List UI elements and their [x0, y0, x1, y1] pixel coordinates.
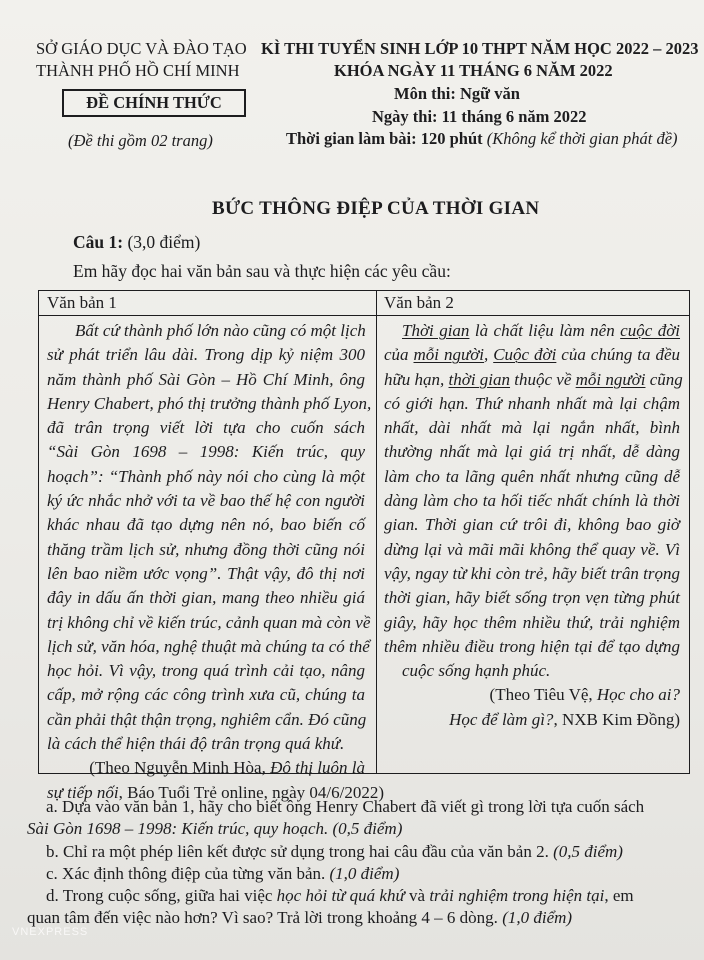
exam-duration-note: (Không kể thời gian phát đề) [486, 129, 678, 148]
text2-line [384, 319, 680, 343]
text2-line: cuộc sống hạnh phúc. [402, 661, 551, 681]
text1-line: là cách thể hiện thái độ trân trọng quá khứ. [47, 734, 345, 754]
question-b-text: b. Chỉ ra một phép liên kết được sử dụng trong hai câu đầu của văn bản 2. [46, 842, 549, 861]
underlined-phrase: mỗi người [413, 345, 485, 365]
city-name: THÀNH PHỐ HỒ CHÍ MINH [36, 61, 240, 80]
text1-line: Henry Chabert, phó thị trưởng thành phố Lyon, [47, 393, 372, 413]
exam-duration: Thời gian làm bài: 120 phút [286, 129, 483, 148]
question-a-line1: a. Dựa vào văn bản 1, hãy cho biết ông Henry Chabert đã viết gì trong lời tựa cuốn sách [46, 797, 645, 816]
underlined-phrase: Thời gian [402, 321, 470, 340]
text1-line: đã trân trọng viết lời tựa cho cuốn sách [47, 418, 365, 438]
question-a-line2 [27, 817, 402, 840]
reading-texts-table [38, 290, 690, 802]
text2-line: vậy, ngay từ khi còn trẻ, hãy biết trân trọng [384, 563, 680, 583]
question-a-booktitle: Sài Gòn 1698 – 1998: Kiến trúc, quy hoạch. [27, 819, 329, 838]
text2-line: thời gian, hãy biết sống trọn vẹn từng phút [384, 588, 680, 608]
text1-line: đây in dấu ấn thời gian, mang theo nhiều giá [47, 588, 365, 608]
text2-line: thường nhất mà lại giá trị nhất, dễ dàng [384, 442, 680, 462]
question-d-emphasis: học hỏi từ quá khứ [276, 886, 405, 905]
text2-fragment: của chúng ta đều [556, 345, 681, 365]
text2-line: làm cho ta lãng quên nhất nhưng cũng dễ [384, 466, 680, 486]
question-c-text: c. Xác định thông điệp của từng văn bản. [46, 864, 326, 883]
text2-line: gian. Thời gian cứ trôi đi, không bao giờ [384, 515, 680, 535]
text2-line: thêm nhiều điều trong hiện tại để tạo dựng [384, 636, 680, 656]
text1-line: học hỏi. Vì vậy, trong quá trình cải tạo, nâng [47, 661, 365, 681]
text1-line: “Sài Gòn 1698 – 1998: Kiến trúc, quy [47, 442, 365, 462]
question-a-points: (0,5 điểm) [328, 819, 403, 838]
text1-line: lịch sử, văn hóa, nghệ thuật mà chúng ta có thể [47, 636, 370, 656]
watermark-logo: VNEXPRESS [12, 926, 89, 938]
text1-line: khác nhau đã tạo dựng nên nó, bao biến cố [47, 515, 365, 535]
text2-source-publisher: , NXB Kim Đồng) [553, 709, 680, 729]
question1-points: (3,0 điểm) [127, 232, 201, 252]
text2-line [384, 343, 680, 367]
text1-line: thăng trầm lịch sử, nhưng đồng thời cũng nói [47, 539, 365, 559]
underlined-phrase: Cuộc đời [493, 345, 557, 365]
text2-line: nhất, dài nhất mà lại ngắn nhất, bình [384, 418, 680, 438]
text2-fragment: hữu hạn, [384, 369, 449, 389]
question-b [46, 840, 623, 863]
text2-fragment: thuộc về [510, 369, 576, 389]
text2-fragment: là chất liệu làm nên [469, 321, 621, 340]
text1-heading: Văn bản 1 [47, 293, 117, 312]
main-title: BỨC THÔNG ĐIỆP CỦA THỜI GIAN [212, 198, 540, 219]
text2-source-title-cont: Học để làm gì? [449, 709, 554, 729]
text1-body [47, 319, 385, 805]
text2-body [384, 319, 683, 732]
column-divider [376, 291, 377, 773]
question-d-points: (1,0 điểm) [497, 908, 573, 927]
text1-line: cấp, mở rộng các công trình xưa cũ, chúng ta [47, 685, 365, 705]
text1-line: năm thành phố Sài Gòn – Hồ Chí Minh, ông [47, 369, 365, 389]
header-rule [39, 315, 689, 316]
text2-line: dừng lại và mãi mãi không thể quay về. Vì [384, 539, 680, 559]
text1-line: sử phát triển lâu dài. Trong dịp kỷ niệm 300 [47, 345, 365, 365]
text2-line: giây, hãy học thêm nhiều thứ, trải nghiệm [384, 612, 680, 632]
question-d-emphasis: trải nghiệm trong hiện tại [429, 886, 605, 905]
text1-source-title: Đô thị luôn là [270, 758, 365, 778]
text1-source-line1 [47, 756, 365, 780]
text2-fragment: cũng [645, 369, 683, 389]
question-d-line2 [27, 906, 572, 929]
question-d-text: d. Trong cuộc sống, giữa hai việc [46, 886, 277, 905]
text2-fragment: của [384, 345, 414, 365]
text2-source-line2 [384, 708, 680, 732]
question-c-points: (1,0 điểm) [325, 864, 400, 883]
official-exam-label: ĐỀ CHÍNH THỨC [62, 89, 246, 117]
question-d-text: quan tâm đến việc nào hơn? Vì sao? Trả lời trong khoảng 4 – 6 dòng. [27, 908, 498, 927]
text2-source-line1 [384, 683, 680, 707]
text1-source-publisher: , Báo Tuổi Trẻ online, ngày 04/6/2022) [118, 782, 385, 802]
text1-line: lên bao niềm ước vọng”. Thật vậy, đô thị nơi [47, 563, 365, 583]
question-d-text: và [404, 886, 430, 905]
text1-line: Bất cứ thành phố lớn nào cũng có một lịch [75, 321, 366, 340]
text1-source-title-cont: sự tiếp nối [47, 782, 119, 802]
text2-line [384, 368, 683, 392]
text2-line: dàng làm cho ta hối tiếc nhất chính là thời [384, 491, 680, 511]
text2-source-title: Học cho ai? [596, 685, 680, 705]
exam-title: KÌ THI TUYỂN SINH LỚP 10 THPT NĂM HỌC 2022 – 2023 [261, 39, 699, 58]
question-d-text: , em [604, 886, 634, 905]
department-name: SỞ GIÁO DỤC VÀ ĐÀO TẠO [36, 39, 247, 58]
underlined-phrase: mỗi người [575, 369, 646, 389]
exam-subject: Môn thi: Ngữ văn [394, 84, 520, 103]
text2-fragment: , [484, 345, 494, 365]
text1-line: cần phải thật thận trọng, nghiêm cẩn. Đó cũng [47, 709, 367, 729]
text1-source-author: (Theo Nguyễn Minh Hòa, [89, 758, 271, 778]
pages-note: (Đề thi gồm 02 trang) [68, 131, 213, 150]
question-b-points: (0,5 điểm) [548, 842, 623, 861]
exam-date: Ngày thi: 11 tháng 6 năm 2022 [372, 107, 587, 126]
question-d-line1 [46, 884, 634, 907]
underlined-phrase: cuộc đời [620, 321, 681, 340]
question1-instruction: Em hãy đọc hai văn bản sau và thực hiện các yêu cầu: [73, 261, 451, 281]
question1-label: Câu 1: [73, 232, 124, 252]
text1-line: trị không chỉ về kiến trúc, cảnh quan mà còn về [47, 612, 371, 632]
underlined-phrase: thời gian [448, 369, 511, 389]
question-c [46, 862, 399, 885]
question1-header [73, 232, 200, 253]
text1-line: ký ức nhắc nhở với ta về bao thế hệ con người [47, 491, 365, 511]
text2-heading: Văn bản 2 [384, 293, 454, 312]
text2-source-author: (Theo Tiêu Vệ, [489, 685, 597, 705]
text1-line: hoạch”: “Thành phố này nói cho cùng là một [47, 466, 365, 486]
exam-session: KHÓA NGÀY 11 THÁNG 6 NĂM 2022 [334, 61, 613, 80]
exam-duration-line [286, 128, 678, 150]
text2-line: có giới hạn. Thứ nhanh nhất mà lại chậm [384, 393, 680, 413]
